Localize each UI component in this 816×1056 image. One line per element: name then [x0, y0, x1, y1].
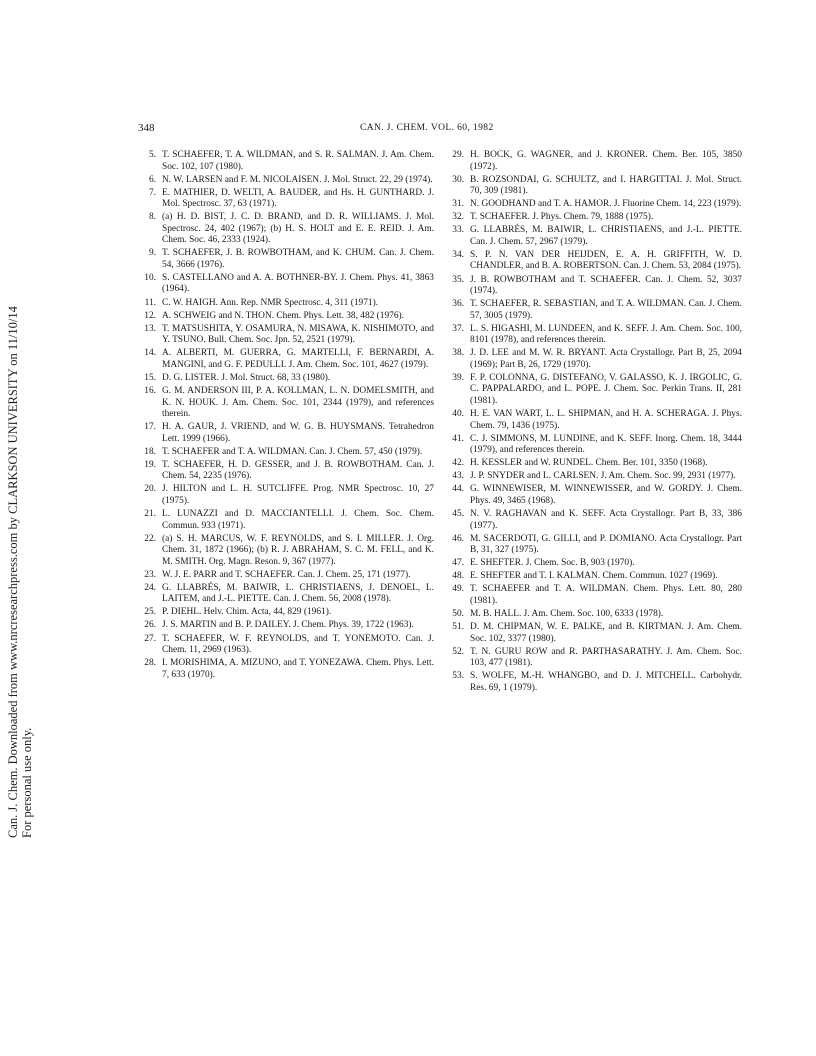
reference-item	[140, 175, 434, 187]
reference-item	[448, 348, 742, 371]
reference-item	[140, 373, 434, 385]
reference-item	[140, 634, 434, 657]
reference-item	[448, 571, 742, 583]
reference-number: 13.	[144, 323, 156, 334]
reference-number: 27.	[144, 633, 156, 644]
reference-number: 36.	[452, 299, 464, 310]
reference-number: 12.	[144, 310, 156, 321]
reference-number: 14.	[144, 348, 156, 359]
page-number: 348	[138, 122, 155, 134]
reference-number: 16.	[144, 386, 156, 397]
reference-text: C. J. SIMMONS, M. LUNDINE, and K. SEFF. Inorg. Chem. 18, 3444 (1979), and references therein.	[470, 433, 742, 456]
reference-item	[140, 422, 434, 445]
download-watermark	[6, 238, 34, 838]
reference-text: M. B. HALL. J. Am. Chem. Soc. 100, 6333 (1978).	[470, 608, 664, 619]
reference-item	[448, 299, 742, 322]
reference-number: 31.	[452, 199, 464, 210]
reference-number: 15.	[144, 372, 156, 383]
reference-text: T. MATSUSHITA, Y. OSAMURA, N. MISAWA, K. NISHIMOTO, and Y. TSUNO. Bull. Chem. Soc. Jpn. 52, 2521 (1979).	[162, 323, 434, 346]
reference-item	[448, 225, 742, 248]
reference-number: 39.	[452, 372, 464, 383]
reference-text: T. SCHAEFER, R. SEBASTIAN, and T. A. WILDMAN. Can. J. Chem. 57, 3005 (1979).	[470, 299, 742, 321]
reference-item	[140, 620, 434, 632]
reference-text: G. LLABRÉS, M. BAIWIR, L. CHRISTIAENS, and J.-L. PIETTE. Can. J. Chem. 57, 2967 (1979).	[470, 225, 742, 247]
reference-item	[140, 298, 434, 310]
reference-number: 11.	[144, 297, 156, 308]
reference-number: 51.	[452, 622, 464, 633]
reference-item	[140, 348, 434, 371]
reference-number: 7.	[148, 187, 156, 198]
reference-item	[448, 250, 742, 273]
reference-text: L. S. HIGASHI, M. LUNDEEN, and K. SEFF. J. Am. Chem. Soc. 100, 8101 (1978), and references therein.	[470, 323, 742, 346]
reference-item	[448, 622, 742, 645]
reference-item	[448, 558, 742, 570]
reference-number: 38.	[452, 348, 464, 359]
reference-number: 22.	[144, 533, 156, 544]
reference-item	[140, 447, 434, 459]
reference-text: (a) H. D. BIST, J. C. D. BRAND, and D. R. WILLIAMS. J. Mol. Spectrosc. 24, 402 (1967); (b) H. S. HOLT and E. E. REID. J. Am. Chem. Soc. 46, 2333 (1924).	[162, 212, 434, 246]
watermark-line-1: Can. J. Chem. Downloaded from www.nrcresearchpress.com by CLARKSON UNIVERSITY on 11/10/14	[6, 306, 20, 838]
reference-number: 46.	[452, 533, 464, 544]
reference-number: 45.	[452, 509, 464, 519]
reference-item	[140, 583, 434, 606]
reference-number: 24.	[144, 582, 156, 593]
reference-item	[140, 324, 434, 347]
reference-text: H. BOCK, G. WAGNER, and J. KRONER. Chem. Ber. 105, 3850 (1972).	[470, 150, 742, 172]
reference-item	[140, 150, 434, 173]
reference-item	[448, 409, 742, 432]
reference-text: S. P. N. VAN DER HEIJDEN, E. A. H. GRIFFITH, W. D. CHANDLER, and B. A. ROBERTSON. Can. J. Chem. 53, 2084 (1975).	[470, 249, 742, 272]
reference-text: S. CASTELLANO and A. A. BOTHNER-BY. J. Chem. Phys. 41, 3863 (1964).	[162, 272, 434, 295]
reference-number: 28.	[144, 658, 156, 669]
reference-text: E. MATHIER, D. WELTI, A. BAUDER, and Hs. H. GUNTHARD. J. Mol. Spectrosc. 37, 63 (1971).	[162, 187, 434, 210]
reference-text: M. SACERDOTI, G. GILLI, and P. DOMIANO. Acta Crystallogr. Part B, 31, 327 (1975).	[470, 533, 742, 556]
reference-number: 35.	[452, 274, 464, 285]
reference-item	[448, 373, 742, 408]
reference-number: 40.	[452, 409, 464, 420]
reference-text: P. DIEHL. Helv. Chim. Acta, 44, 829 (1961).	[162, 607, 332, 618]
reference-text: I. MORISHIMA, A. MIZUNO, and T. YONEZAWA. Chem. Phys. Lett. 7, 633 (1970).	[162, 658, 434, 680]
reference-text: (a) S. H. MARCUS, W. F. REYNOLDS, and S. I. MILLER. J. Org. Chem. 31, 1872 (1966); (b) R. J. ABRAHAM, S. C. M. FELL, and K. M. SMITH. Org. Magn. Reson. 9, 367 (1977).	[162, 533, 434, 567]
reference-item	[448, 175, 742, 198]
reference-text: J. B. ROWBOTHAM and T. SCHAEFER. Can. J. Chem. 52, 3037 (1974).	[470, 274, 742, 297]
reference-text: J. P. SNYDER and L. CARLSEN. J. Am. Chem. Soc. 99, 2931 (1977).	[470, 471, 736, 482]
reference-item	[448, 199, 742, 211]
reference-item	[140, 509, 434, 532]
reference-number: 37.	[452, 323, 464, 334]
reference-text: G. WINNEWISER, M. WINNEWISSER, and W. GORDY. J. Chem. Phys. 49, 3465 (1968).	[470, 484, 742, 506]
reference-text: G. M. ANDERSON III, P. A. KOLLMAN, L. N. DOMELSMITH, and K. N. HOUK. J. Am. Chem. Soc. 101, 2344 (1979), and references therein.	[162, 386, 434, 420]
reference-text: T. N. GURU ROW and R. PARTHASARATHY. J. Am. Chem. Soc. 103, 477 (1981).	[470, 646, 742, 669]
reference-text: D. G. LISTER. J. Mol. Struct. 68, 33 (1980).	[162, 372, 331, 383]
reference-item	[448, 534, 742, 557]
running-head: CAN. J. CHEM. VOL. 60, 1982	[360, 123, 494, 133]
reference-item	[140, 273, 434, 296]
reference-number: 41.	[452, 433, 464, 444]
reference-text: W. J. E. PARR and T. SCHAEFER. Can. J. Chem. 25, 171 (1977).	[162, 569, 411, 580]
reference-item	[448, 584, 742, 607]
reference-text: L. LUNAZZI and D. MACCIANTELLI. J. Chem. Soc. Chem. Commun. 933 (1971).	[162, 509, 434, 531]
reference-item	[140, 311, 434, 323]
reference-text: S. WOLFE, M.-H. WHANGBO, and D. J. MITCHELL. Carbohydr. Res. 69, 1 (1979).	[470, 671, 742, 693]
reference-number: 47.	[452, 558, 464, 569]
reference-item	[140, 534, 434, 569]
reference-number: 10.	[144, 272, 156, 283]
reference-item	[140, 248, 434, 271]
reference-number: 42.	[452, 458, 464, 469]
reference-text: N. W. LARSEN and F. M. NICOLAISEN. J. Mol. Struct. 22, 29 (1974).	[162, 174, 433, 185]
reference-number: 34.	[452, 249, 464, 260]
reference-item	[140, 188, 434, 211]
reference-text: D. M. CHIPMAN, W. E. PALKE, and B. KIRTMAN. J. Am. Chem. Soc. 102, 3377 (1980).	[470, 622, 742, 644]
reference-text: T. SCHAEFER, H. D. GESSER, and J. B. ROWBOTHAM. Can. J. Chem. 54, 2235 (1976).	[162, 459, 434, 482]
reference-number: 6.	[148, 174, 156, 185]
reference-number: 52.	[452, 646, 464, 657]
reference-item	[140, 460, 434, 483]
reference-number: 49.	[452, 584, 464, 595]
reference-number: 21.	[144, 509, 156, 519]
reference-text: J. D. LEE and M. W. R. BRYANT. Acta Crystallogr. Part B, 25, 2094 (1969); Part B, 26, 1729 (1970).	[470, 348, 742, 370]
reference-text: E. SHEFTER. J. Chem. Soc. B, 903 (1970).	[470, 558, 635, 569]
reference-number: 33.	[452, 225, 464, 236]
reference-text: H. KESSLER and W. RUNDEL. Chem. Ber. 101, 3350 (1968).	[470, 458, 708, 469]
reference-item	[448, 458, 742, 470]
reference-item	[448, 434, 742, 457]
reference-number: 18.	[144, 446, 156, 457]
reference-text: E. SHEFTER and T. I. KALMAN. Chem. Commun. 1027 (1969).	[470, 571, 718, 582]
references-left-column	[140, 150, 434, 683]
reference-item	[448, 647, 742, 670]
reference-item	[448, 150, 742, 173]
reference-number: 9.	[148, 248, 156, 259]
reference-item	[448, 212, 742, 224]
reference-text: T. SCHAEFER, J. B. ROWBOTHAM, and K. CHUM. Can. J. Chem. 54, 3666 (1976).	[162, 248, 434, 270]
reference-text: J. HILTON and L. H. SUTCLIFFE. Prog. NMR Spectrosc. 10, 27 (1975).	[162, 484, 434, 506]
reference-text: F. P. COLONNA, G. DISTEFANO, V. GALASSO, K. J. IRGOLIC, G. C. PAPPALARDO, and L. POPE. J. Chem. Soc. Perkin Trans. II, 281 (1981).	[470, 372, 742, 406]
reference-item	[140, 658, 434, 681]
reference-number: 32.	[452, 212, 464, 223]
watermark-line-2: For personal use only.	[20, 727, 34, 838]
reference-number: 26.	[144, 620, 156, 631]
reference-text: H. A. GAUR, J. VRIEND, and W. G. B. HUYSMANS. Tetrahedron Lett. 1999 (1966).	[162, 422, 434, 444]
reference-item	[448, 484, 742, 507]
reference-item	[140, 386, 434, 421]
reference-number: 17.	[144, 422, 156, 433]
reference-number: 20.	[144, 484, 156, 495]
reference-number: 44.	[452, 484, 464, 495]
reference-item	[140, 570, 434, 582]
reference-number: 25.	[144, 607, 156, 618]
reference-number: 23.	[144, 569, 156, 580]
reference-text: A. SCHWEIG and N. THON. Chem. Phys. Lett. 38, 482 (1976).	[162, 310, 404, 321]
reference-item	[448, 671, 742, 694]
reference-text: T. SCHAEFER, W. F. REYNOLDS, and T. YONEMOTO. Can. J. Chem. 11, 2969 (1963).	[162, 633, 434, 656]
reference-number: 53.	[452, 671, 464, 682]
reference-item	[140, 212, 434, 247]
reference-text: T. SCHAEFER and T. A. WILDMAN. Chem. Phys. Lett. 80, 280 (1981).	[470, 584, 742, 606]
reference-text: T. SCHAEFER and T. A. WILDMAN. Can. J. Chem. 57, 450 (1979).	[162, 446, 423, 457]
reference-item	[448, 324, 742, 347]
reference-item	[448, 509, 742, 532]
reference-number: 48.	[452, 571, 464, 582]
reference-item	[140, 607, 434, 619]
reference-number: 43.	[452, 471, 464, 482]
reference-text: N. V. RAGHAVAN and K. SEFF. Acta Crystallogr. Part B, 33, 386 (1977).	[470, 509, 742, 531]
reference-number: 19.	[144, 459, 156, 470]
reference-text: T. SCHAEFER, T. A. WILDMAN, and S. R. SALMAN. J. Am. Chem. Soc. 102, 107 (1980).	[162, 150, 434, 172]
reference-text: A. ALBERTI, M. GUERRA, G. MARTELLI, F. BERNARDI, A. MANGINI, and G. F. PEDULLI. J. Am. Chem. Soc. 101, 4627 (1979).	[162, 348, 434, 370]
reference-number: 8.	[148, 212, 156, 223]
reference-text: C. W. HAIGH. Ann. Rep. NMR Spectrosc. 4, 311 (1971).	[162, 297, 379, 308]
reference-text: G. LLABRÉS, M. BAIWIR, L. CHRISTIAENS, J. DENOEL, L. LAITEM, and J.-L. PIETTE. Can. J. Chem. 56, 2008 (1978).	[162, 582, 434, 605]
reference-text: H. E. VAN WART, L. L. SHIPMAN, and H. A. SCHERAGA. J. Phys. Chem. 79, 1436 (1975).	[470, 409, 742, 431]
reference-number: 5.	[148, 150, 156, 160]
reference-item	[448, 471, 742, 483]
reference-item	[448, 609, 742, 621]
reference-number: 30.	[452, 174, 464, 185]
reference-item	[140, 484, 434, 507]
reference-text: N. GOODHAND and T. A. HAMOR. J. Fluorine Chem. 14, 223 (1979).	[470, 199, 742, 210]
reference-text: J. S. MARTIN and B. P. DAILEY. J. Chem. Phys. 39, 1722 (1963).	[162, 620, 414, 631]
reference-text: B. ROZSONDAI, G. SCHULTZ, and I. HARGITTAI. J. Mol. Struct. 70, 309 (1981).	[470, 174, 742, 197]
reference-text: T. SCHAEFER. J. Phys. Chem. 79, 1888 (1975).	[470, 212, 654, 223]
reference-item	[448, 275, 742, 298]
references-right-column	[448, 150, 742, 696]
reference-number: 50.	[452, 608, 464, 619]
reference-number: 29.	[452, 150, 464, 160]
